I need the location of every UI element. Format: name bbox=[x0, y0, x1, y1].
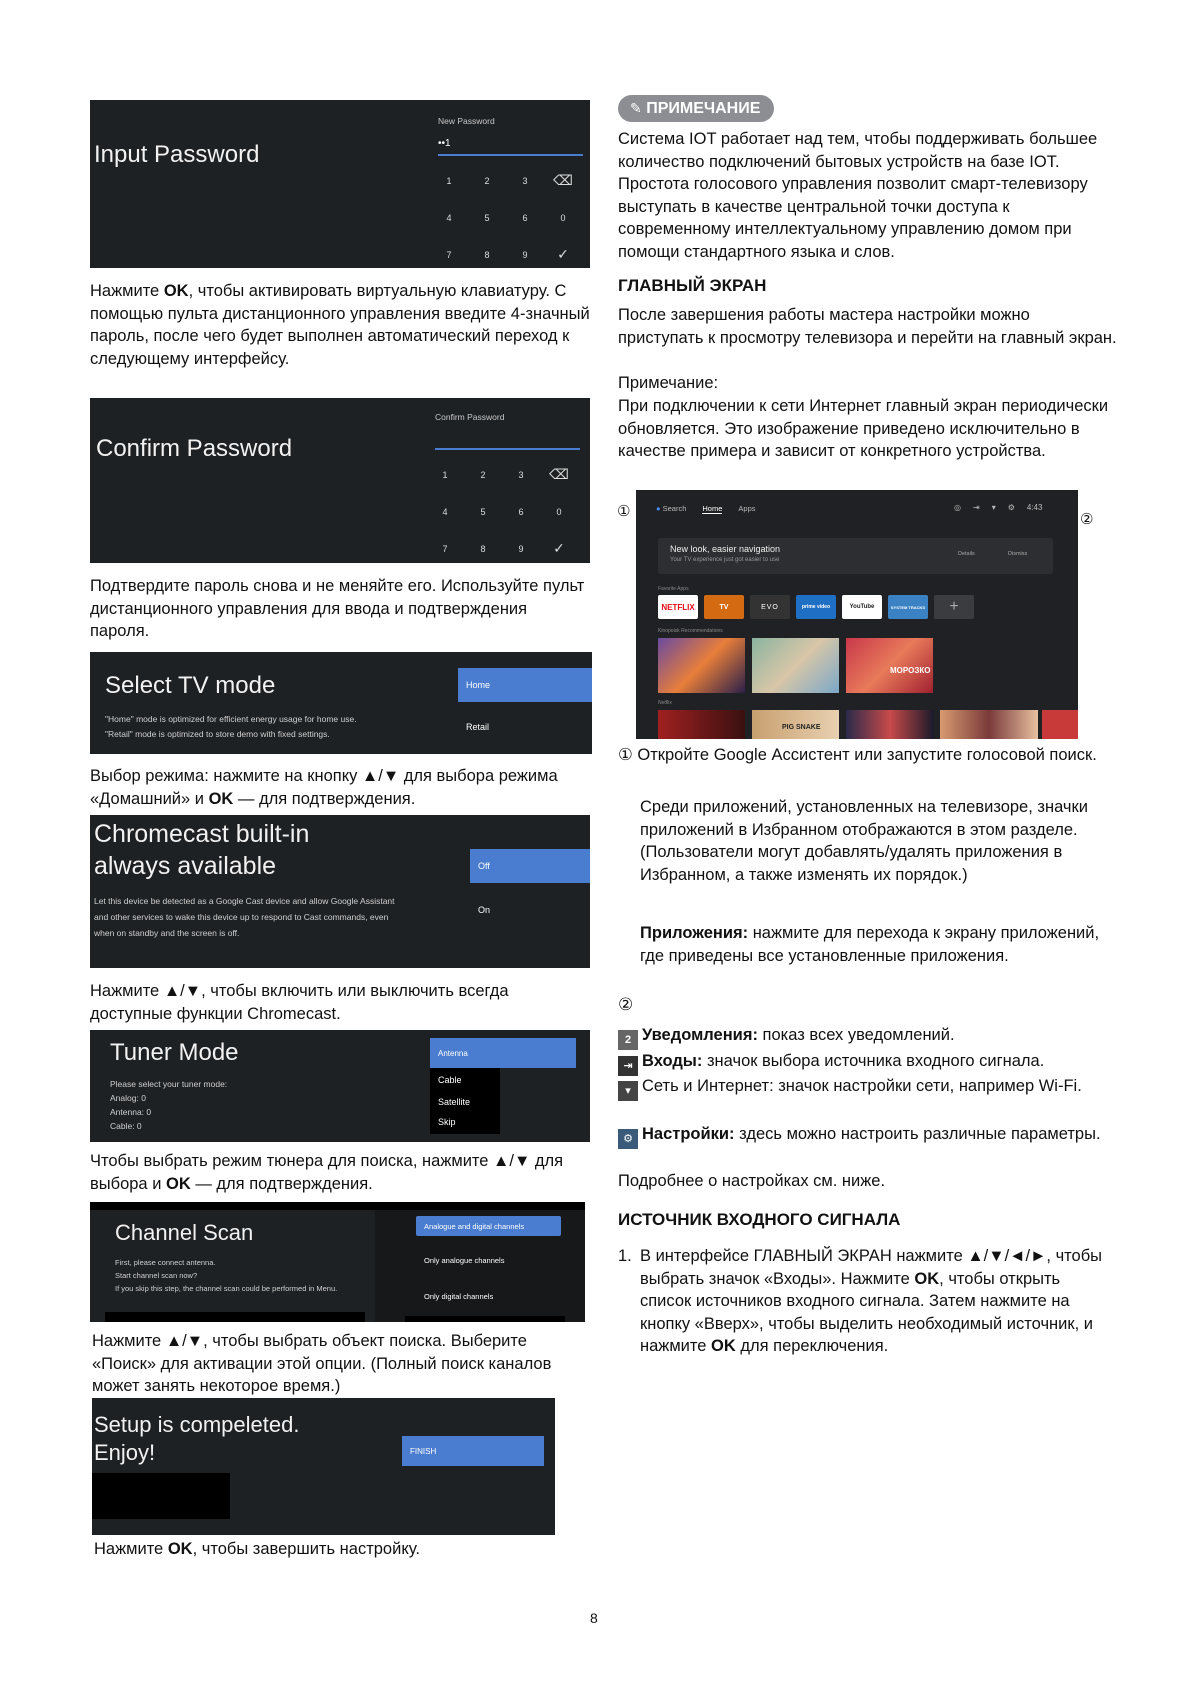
paragraph-1 bbox=[90, 280, 590, 370]
banner-dismiss-button[interactable]: Dismiss bbox=[1008, 551, 1028, 557]
mode-description-home: "Home" mode is optimized for efficient energy usage for home use. bbox=[105, 714, 357, 724]
keypad-key[interactable]: 0 bbox=[556, 506, 562, 517]
banner-subtitle: Your TV experience just got easier to use bbox=[670, 557, 780, 563]
source-text bbox=[640, 1245, 1105, 1358]
option-cable[interactable]: Cable bbox=[438, 1075, 462, 1085]
option-digital-only[interactable]: Only digital channels bbox=[424, 1291, 494, 1301]
item-1-sub: Среди приложений, установленных на телевизоре, значки приложений в Избранном отображаются в этом разделе. (Пользователи могут добавлять/удалять приложения в Избранном, а также изменять их порядок.) bbox=[640, 798, 1088, 884]
field-underline bbox=[435, 448, 580, 450]
marker-2-list: ② bbox=[618, 995, 634, 1014]
screen-title: Tuner Mode bbox=[110, 1039, 239, 1066]
select-tv-mode-screen bbox=[90, 652, 592, 754]
thumb-8[interactable] bbox=[1042, 710, 1078, 739]
keypad-key[interactable]: 1 bbox=[446, 175, 452, 186]
note-badge-label: ПРИМЕЧАНИЕ bbox=[646, 100, 761, 117]
assistant-icon: ● bbox=[656, 504, 661, 513]
thumb-5-title: PIG SNAKE bbox=[782, 724, 821, 731]
ok-key: OK bbox=[163, 282, 189, 300]
option-skip[interactable]: Skip bbox=[438, 1117, 456, 1127]
field-underline bbox=[438, 154, 583, 156]
tv-home-screen bbox=[636, 490, 1078, 739]
home-heading: ГЛАВНЫЙ ЭКРАН bbox=[618, 276, 767, 295]
paragraph-2: Подтвердите пароль снова и не меняйте его. Используйте пульт дистанционного управления для ввода и подтверждения пароля. bbox=[90, 577, 585, 640]
option-satellite[interactable]: Satellite bbox=[438, 1097, 471, 1107]
page-number: 8 bbox=[590, 1610, 598, 1626]
thumb-1[interactable] bbox=[658, 638, 745, 693]
settings-item bbox=[618, 1123, 1118, 1149]
paragraph-3 bbox=[90, 765, 590, 810]
row-label-favorites: Favorite Apps bbox=[658, 586, 689, 592]
network-item bbox=[618, 1075, 1118, 1101]
wifi-icon: ▾ bbox=[618, 1081, 638, 1101]
nav-bar bbox=[656, 504, 756, 514]
source-heading: ИСТОЧНИК ВХОДНОГО СИГНАЛА bbox=[618, 1210, 901, 1229]
marker-2: ② bbox=[1080, 511, 1094, 528]
keypad-key[interactable]: 6 bbox=[518, 506, 524, 517]
mode-description-retail: "Retail" mode is optimized to store demo with fixed settings. bbox=[105, 729, 330, 739]
keypad-key[interactable]: ✓ bbox=[553, 540, 565, 556]
finish-button[interactable]: FINISH bbox=[402, 1436, 544, 1466]
keypad-key[interactable]: 4 bbox=[446, 212, 452, 223]
text-seg: — для подтверждения. bbox=[190, 1174, 373, 1193]
tuner-desc-0: Please select your tuner mode: bbox=[110, 1079, 228, 1089]
option-on[interactable]: On bbox=[478, 905, 491, 915]
screen-title-line2: Enjoy! bbox=[94, 1440, 156, 1465]
apps-bold: Приложения: bbox=[640, 924, 749, 942]
screen-title-line1: Chromecast built-in bbox=[94, 820, 310, 848]
tuner-desc-2: Antenna: 0 bbox=[110, 1107, 152, 1117]
tuner-desc-1: Analog: 0 bbox=[110, 1093, 146, 1103]
text-seg: — для подтверждения. bbox=[233, 789, 416, 808]
inputs-text: значок выбора источника входного сигнала. bbox=[702, 1052, 1045, 1070]
option-off[interactable]: Off bbox=[470, 849, 590, 883]
thumb-5[interactable] bbox=[752, 710, 839, 739]
thumb-6[interactable] bbox=[846, 710, 934, 739]
screen-title: Channel Scan bbox=[115, 1220, 254, 1245]
screen-title: Confirm Password bbox=[96, 435, 293, 462]
tuner-mode-screen bbox=[90, 1030, 590, 1142]
paragraph-7 bbox=[94, 1538, 589, 1561]
keypad-key[interactable]: 6 bbox=[522, 212, 528, 223]
keypad-key[interactable]: 2 bbox=[480, 469, 486, 480]
password-value: ••1 bbox=[438, 138, 451, 149]
settings-bold: Настройки: bbox=[642, 1125, 735, 1143]
app-prime-video[interactable]: prime video bbox=[796, 595, 836, 619]
keypad-key[interactable]: 2 bbox=[484, 175, 490, 186]
marker-1: ① bbox=[617, 503, 631, 520]
scan-desc-1: Start channel scan now? bbox=[115, 1271, 198, 1280]
field-label: New Password bbox=[438, 116, 495, 126]
keypad-key[interactable]: 5 bbox=[480, 506, 486, 517]
paragraph-5 bbox=[90, 1150, 590, 1195]
wifi-icon[interactable]: ▾ bbox=[991, 503, 996, 512]
notification-icon: 2 bbox=[618, 1030, 638, 1050]
gear-icon[interactable]: ⚙ bbox=[1007, 503, 1015, 512]
text-seg: , чтобы завершить настройку. bbox=[192, 1540, 420, 1558]
settings-text: здесь можно настроить различные параметры. bbox=[734, 1125, 1101, 1143]
ok-key: OK bbox=[166, 1174, 191, 1193]
banner-details-button[interactable]: Details bbox=[958, 551, 975, 557]
ok-key: OK bbox=[208, 789, 234, 808]
text-seg: , чтобы активировать виртуальную клавиатуру. С помощью пульта дистанционного управления введите 4-значный пароль, после чего будет выполнен автоматический переход к следующему интерфейсу. bbox=[90, 282, 590, 368]
setup-completed-screen bbox=[92, 1398, 555, 1535]
thumb-4[interactable] bbox=[658, 710, 745, 739]
clock: 4:43 bbox=[1026, 503, 1043, 512]
scan-desc-0: First, please connect antenna. bbox=[115, 1258, 216, 1267]
keypad-key[interactable]: 7 bbox=[446, 249, 452, 260]
text-seg: Выбор режима: нажмите на кнопку ▲/▼ для выбора режима «Домашний» и bbox=[90, 767, 558, 808]
gear-icon: ⚙ bbox=[618, 1129, 638, 1149]
keypad[interactable] bbox=[426, 456, 578, 563]
source-text-a: В интерфейсе ГЛАВНЫЙ ЭКРАН нажмите ▲/▼/◄/►, чтобы выбрать значок «Входы». Нажмите bbox=[640, 1247, 1103, 1288]
keypad-key[interactable]: 1 bbox=[442, 469, 448, 480]
nav-home[interactable]: Home bbox=[702, 504, 723, 513]
app-evo[interactable]: EVO bbox=[750, 595, 790, 619]
input-password-screen bbox=[90, 100, 590, 268]
pencil-icon: ✎ bbox=[630, 100, 642, 116]
keypad-key[interactable]: 3 bbox=[522, 175, 528, 186]
keypad-key[interactable]: 9 bbox=[522, 249, 528, 260]
field-label: Confirm Password bbox=[435, 412, 505, 422]
ok-key: OK bbox=[711, 1337, 736, 1355]
note-badge bbox=[618, 95, 774, 122]
keypad-key[interactable]: ✓ bbox=[557, 246, 569, 262]
keypad-key[interactable]: 7 bbox=[442, 543, 448, 554]
screen-title-line1: Setup is compeleted. bbox=[94, 1412, 300, 1437]
notification-icon[interactable]: ◎ bbox=[954, 503, 961, 512]
notifications-item bbox=[618, 1024, 1118, 1050]
home-p1: После завершения работы мастера настройки можно приступать к просмотру телевизора и перейти на главный экран. bbox=[618, 306, 1117, 347]
keypad-key[interactable]: 8 bbox=[480, 543, 486, 554]
option-retail[interactable]: Retail bbox=[466, 722, 490, 732]
keypad-key[interactable]: 9 bbox=[518, 543, 524, 554]
black-block bbox=[92, 1473, 230, 1519]
inputs-item bbox=[618, 1050, 1118, 1076]
paragraph-6: Нажмите ▲/▼, чтобы выбрать объект поиска. Выберите «Поиск» для активации этой опции. (Полный поиск каналов может занять некоторое время.) bbox=[92, 1332, 552, 1395]
text-seg: Нажмите bbox=[90, 282, 164, 300]
keypad-key[interactable]: 8 bbox=[484, 249, 490, 260]
confirm-password-screen bbox=[90, 398, 590, 563]
bottom-strip bbox=[105, 1312, 365, 1322]
source-number: 1. bbox=[618, 1247, 632, 1265]
scan-desc-2: If you skip this step, the channel scan could be performed in Menu. bbox=[115, 1284, 338, 1293]
option-home[interactable]: Home bbox=[458, 668, 592, 702]
source-text-b: , чтобы открыть список источников входного сигнала. Затем нажмите на кнопку «Вверх», чтобы выделить необходимый источник, и нажмите bbox=[640, 1269, 1093, 1355]
keypad-key[interactable]: ⌫ bbox=[549, 466, 569, 482]
notif-bold: Уведомления: bbox=[642, 1026, 758, 1044]
banner bbox=[658, 538, 1053, 574]
chromecast-screen bbox=[90, 815, 590, 968]
ok-key: OK bbox=[167, 1540, 193, 1558]
app-system-tracks[interactable]: SYSTEM TRACKS bbox=[888, 595, 928, 619]
keypad-key[interactable]: 0 bbox=[560, 212, 566, 223]
apps-text: нажмите для перехода к экрану приложений, где приведены все установленные приложения. bbox=[640, 924, 1100, 965]
home-p3: При подключении к сети Интернет главный экран периодически обновляется. Это изображение приведено исключительно в качестве примера и зависит от конкретного устройства. bbox=[618, 397, 1109, 460]
thumb-3-title: МОРОЗКО bbox=[890, 666, 931, 675]
apps-item bbox=[640, 922, 1110, 967]
thumb-3[interactable] bbox=[846, 638, 933, 693]
note-text: Система IOT работает над тем, чтобы поддерживать большее количество подключений бытовых устройств на базе IOT. Простота голосового управления позволит смарт-телевизору выступать в качестве центральной точки доступа к современному интеллектуальному управлению домом при помощи стандартного языка и слов. bbox=[618, 130, 1098, 261]
thumb-7[interactable] bbox=[940, 710, 1038, 739]
app-netflix[interactable]: NETFLIX bbox=[658, 595, 698, 619]
keypad-key[interactable]: 3 bbox=[518, 469, 524, 480]
thumb-2[interactable] bbox=[752, 638, 839, 693]
network-text: Сеть и Интернет: значок настройки сети, например Wi-Fi. bbox=[642, 1077, 1082, 1095]
option-antenna[interactable]: Antenna bbox=[430, 1038, 576, 1068]
nav-apps[interactable]: Apps bbox=[738, 504, 756, 513]
status-icons bbox=[954, 503, 1042, 512]
input-icon[interactable]: ⇥ bbox=[972, 503, 980, 512]
bottom-strip-right bbox=[405, 1316, 565, 1322]
keypad-key[interactable]: 4 bbox=[442, 506, 448, 517]
source-text-c: для переключения. bbox=[735, 1337, 889, 1355]
row-label-netflix: Netflix bbox=[658, 700, 672, 706]
text-seg: Чтобы выбрать режим тюнера для поиска, нажмите ▲/▼ для выбора и bbox=[90, 1152, 564, 1193]
app-youtube[interactable]: YouTube bbox=[842, 595, 882, 619]
app-tv[interactable]: TV bbox=[704, 595, 744, 619]
top-bar bbox=[90, 1202, 585, 1210]
paragraph-4: Нажмите ▲/▼, чтобы включить или выключить всегда доступные функции Chromecast. bbox=[90, 982, 509, 1023]
ok-key: OK bbox=[914, 1269, 940, 1288]
channel-scan-screen bbox=[90, 1202, 585, 1322]
screen-title-line2: always available bbox=[94, 852, 277, 880]
item-1: ① Откройте Google Ассистент или запустите голосовой поиск. bbox=[618, 746, 1097, 764]
more-text: Подробнее о настройках см. ниже. bbox=[618, 1172, 886, 1190]
option-analogue-only[interactable]: Only analogue channels bbox=[424, 1255, 505, 1265]
home-p2: Примечание: bbox=[618, 374, 719, 392]
inputs-bold: Входы: bbox=[642, 1052, 703, 1070]
notif-text: показ всех уведомлений. bbox=[757, 1026, 955, 1044]
option-analogue-digital[interactable]: Analogue and digital channels bbox=[416, 1216, 561, 1236]
row-label-recommendations: Kinopoisk Recommendations bbox=[658, 628, 723, 634]
screen-title: Select TV mode bbox=[105, 672, 276, 699]
nav-search[interactable] bbox=[656, 504, 686, 514]
keypad-key[interactable]: 5 bbox=[484, 212, 490, 223]
keypad[interactable] bbox=[430, 162, 582, 268]
banner-title: New look, easier navigation bbox=[670, 544, 781, 554]
chromecast-description: Let this device be detected as a Google Cast device and allow Google Assistant and other services to wake this device up to respond to Cast commands, even when on standby and the screen is off. bbox=[94, 896, 395, 938]
tuner-desc-3: Cable: 0 bbox=[110, 1121, 142, 1131]
nav-search-label: Search bbox=[662, 504, 687, 513]
keypad-key[interactable]: ⌫ bbox=[553, 172, 573, 188]
screen-title: Input Password bbox=[94, 141, 260, 168]
text-seg: Нажмите bbox=[94, 1540, 168, 1558]
add-app-button[interactable]: + bbox=[934, 595, 974, 619]
input-source-icon: ⇥ bbox=[618, 1056, 638, 1076]
